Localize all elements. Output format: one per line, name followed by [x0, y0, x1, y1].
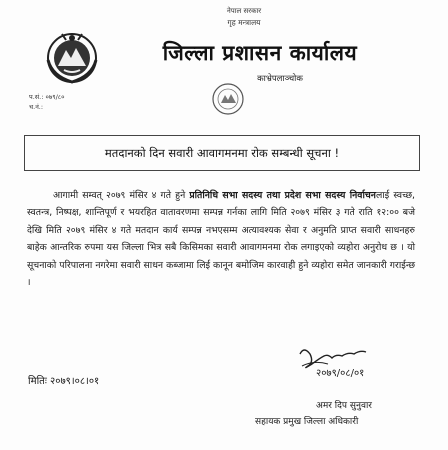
nepal-emblem-icon — [44, 30, 100, 84]
signature-date: २०७९/०८/०१ — [316, 368, 365, 379]
signer-name: अमर दिप सुनुवार — [316, 401, 372, 411]
body-part-1: आगामी सम्वत् २०७९ मंसिर ४ गते हुने — [53, 190, 190, 201]
office-title: जिल्ला प्रशासन कार्यालय — [162, 41, 358, 65]
office-place: काभ्रेपलाञ्चोक — [257, 74, 303, 84]
notice-subject: मतदानको दिन सवारी आवागमनमा रोक सम्बन्धी सूचना ! — [104, 145, 340, 160]
reference-fiscal-year: प.सं.: ०७९/८० — [29, 93, 65, 101]
body-part-2: लाई स्वच्छ, स्वतन्त्र, निष्पक्ष, शान्तिपूर्ण र भयरहित वातावरणमा सम्पन्न गर्नका लागि मिति २०७९ मंसिर ३ गते राति १२:०० बजे देखि मिति २०७९ मंसिर ४ गते मतदान कार्य सम्पन्न नभएसम्म अत्यावश्यक सेवा र अनुमति प्राप्त सवारी साधनहरु बाहेक आन्तरिक रुपमा यस जिल्ला भित्र सबै किसिमका सवारी आवागमनमा रोक लगाइएको व्यहोरा अनुरोध छ । यो सूचनाको परिपालना नगरेमा सवारी साधन कब्जामा लिई कानून बमोजिम कारवाही हुने व्यहोरा समेत जानकारी गराईन्छ । — [27, 190, 415, 289]
government-name: नेपाल सरकार — [226, 7, 262, 15]
ministry-name: गृह मन्त्रालय — [227, 18, 261, 27]
subject-box — [24, 135, 420, 171]
reference-number: च.नं.: — [29, 103, 44, 111]
office-seal-icon — [210, 81, 246, 117]
body-bold-election: प्रतिनिधि सभा सदस्य तथा प्रदेश सभा सदस्य निर्वाचन — [189, 190, 376, 201]
signer-title: सहायक प्रमुख जिल्ला अधिकारी — [255, 417, 359, 427]
notice-date: मितिः २०७९।०८।०१ — [28, 376, 100, 387]
handwritten-signature — [294, 344, 404, 380]
notice-body — [27, 187, 415, 291]
